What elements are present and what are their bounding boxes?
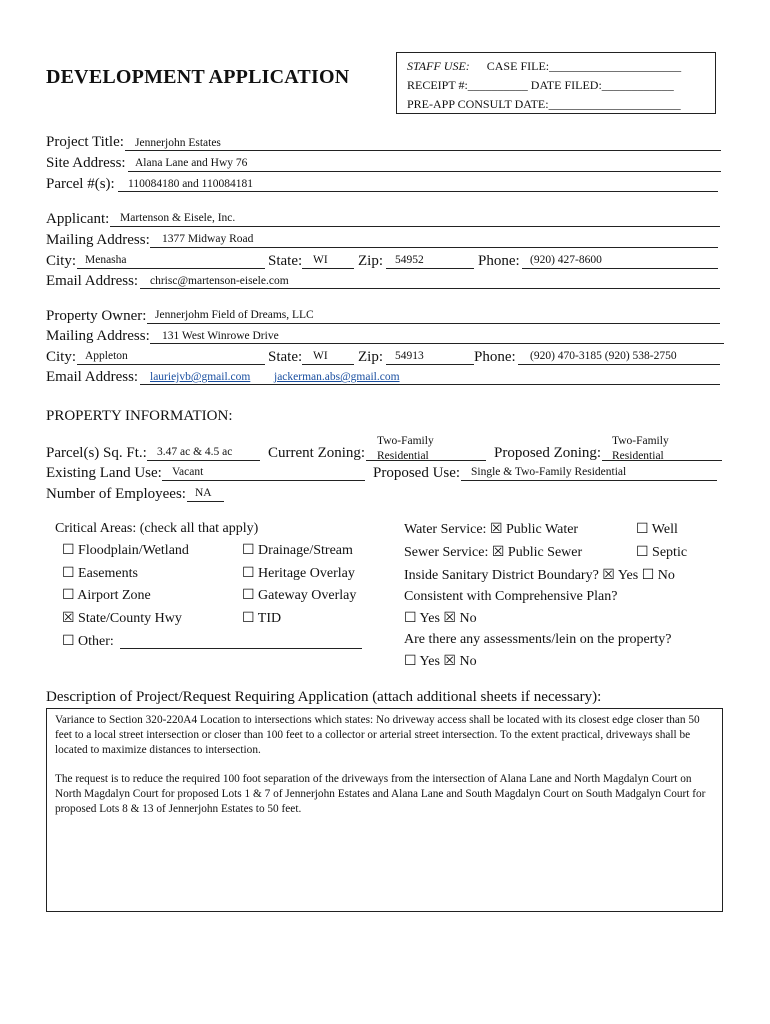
other-input[interactable] — [120, 648, 362, 649]
applicant-input[interactable]: Martenson & Eisele, Inc. — [120, 212, 236, 224]
description-box[interactable] — [46, 708, 723, 912]
comp-plan-question: Consistent with Comprehensive Plan? — [404, 589, 618, 604]
preapp-field[interactable]: PRE-APP CONSULT DATE:______________________ — [407, 97, 681, 111]
owner-phone-label: Phone: — [474, 349, 516, 365]
comp-plan-answer[interactable]: ☐ Yes ☒ No — [404, 611, 477, 626]
owner-city-label: City: — [46, 349, 77, 365]
description-heading: Description of Project/Request Requiring Application (attach additional sheets if necessary): — [46, 689, 602, 705]
airport-checkbox[interactable]: ☐ Airport Zone — [62, 588, 151, 603]
owner-zip-input[interactable]: 54913 — [395, 350, 424, 362]
property-info-heading: PROPERTY INFORMATION: — [46, 408, 233, 424]
proposed-use-input[interactable]: Single & Two-Family Residential — [471, 466, 627, 478]
parcel-label: Parcel #(s): — [46, 176, 115, 192]
owner-zip-label: Zip: — [358, 349, 383, 365]
site-address-label: Site Address: — [46, 155, 126, 171]
site-address-input[interactable]: Alana Lane and Hwy 76 — [135, 157, 248, 169]
project-title-label: Project Title: — [46, 134, 124, 150]
current-zoning-value-bottom[interactable]: Residential — [377, 450, 429, 462]
assessments-question: Are there any assessments/lein on the property? — [404, 632, 672, 647]
applicant-city-input[interactable]: Menasha — [85, 254, 127, 266]
applicant-zip-label: Zip: — [358, 253, 383, 269]
parcel-input[interactable]: 110084180 and 110084181 — [128, 178, 254, 190]
applicant-phone-input[interactable]: (920) 427-8600 — [530, 254, 602, 266]
drainage-checkbox[interactable]: ☐ Drainage/Stream — [242, 543, 353, 558]
project-title-input[interactable]: Jennerjohn Estates — [135, 137, 221, 149]
sqft-label: Parcel(s) Sq. Ft.: — [46, 445, 147, 461]
land-use-label: Existing Land Use: — [46, 465, 162, 481]
owner-city-input[interactable]: Appleton — [85, 350, 128, 362]
gateway-checkbox[interactable]: ☐ Gateway Overlay — [242, 588, 357, 603]
owner-state-label: State: — [268, 349, 303, 365]
employees-label: Number of Employees: — [46, 486, 186, 502]
owner-phone-input[interactable]: (920) 470-3185 (920) 538-2750 — [530, 350, 677, 362]
heritage-checkbox[interactable]: ☐ Heritage Overlay — [242, 566, 355, 581]
current-zoning-value-top[interactable]: Two-Family — [377, 435, 434, 447]
owner-label: Property Owner: — [46, 308, 147, 324]
applicant-phone-label: Phone: — [478, 253, 520, 269]
critical-areas-heading: Critical Areas: (check all that apply) — [55, 521, 259, 536]
applicant-email-input[interactable]: chrisc@martenson-eisele.com — [150, 275, 289, 287]
owner-email-label: Email Address: — [46, 369, 139, 385]
current-zoning-label: Current Zoning: — [268, 445, 366, 461]
water-service[interactable]: Water Service: ☒ Public Water — [404, 522, 579, 537]
proposed-zoning-label: Proposed Zoning: — [494, 445, 602, 461]
page-title: DEVELOPMENT APPLICATION — [46, 66, 350, 88]
staff-use-box — [396, 52, 716, 114]
description-paragraph-2: The request is to reduce the required 100 foot separation of the driveways from the intersection of Alana Lane and North Magdalyn Court on North Magdalyn Court for proposed Lots 1 & 7 of Jennerjohn Estates and Alana Lane and South Magdalyn Court on South Madgalyn Court for proposed Lots 8 & 13 of Jennerjohn Estates to 50 feet. — [55, 773, 706, 815]
receipt-field[interactable]: RECEIPT #:__________ DATE FILED:____________ — [407, 78, 674, 92]
proposed-zoning-value-top[interactable]: Two-Family — [612, 435, 669, 447]
applicant-mail-label: Mailing Address: — [46, 232, 150, 248]
applicant-state-label: State: — [268, 253, 303, 269]
easements-checkbox[interactable]: ☐ Easements — [62, 566, 138, 581]
well-checkbox[interactable]: ☐ Well — [636, 522, 678, 537]
owner-email-link-1[interactable]: lauriejvb@gmail.com — [150, 371, 251, 383]
proposed-use-label: Proposed Use: — [373, 465, 461, 481]
applicant-email-label: Email Address: — [46, 273, 139, 289]
applicant-mail-input[interactable]: 1377 Midway Road — [162, 233, 254, 245]
state-hwy-checkbox[interactable]: ☒ State/County Hwy — [62, 611, 182, 626]
septic-checkbox[interactable]: ☐ Septic — [636, 545, 688, 560]
sanitary-district-question[interactable]: Inside Sanitary District Boundary? ☒ Yes ☐ No — [404, 568, 675, 583]
case-file-field[interactable]: CASE FILE:______________________ — [486, 59, 682, 73]
applicant-state-input[interactable]: WI — [313, 254, 328, 266]
applicant-zip-input[interactable]: 54952 — [395, 254, 424, 266]
description-paragraph-1: Variance to Section 320-220A4 Location to intersections which states: No driveway access shall be located with its closest edge closer than 50 feet to a local street intersection or closer than 100 feet to a collector or arterial street intersection. To the extent practical, driveways shall be located to maximize distances to intersection. — [55, 714, 700, 756]
other-checkbox[interactable]: ☐ Other: — [62, 634, 114, 649]
proposed-zoning-value-bottom[interactable]: Residential — [612, 450, 664, 462]
employees-input[interactable]: NA — [195, 487, 212, 499]
tid-checkbox[interactable]: ☐ TID — [242, 611, 282, 626]
owner-state-input[interactable]: WI — [313, 350, 328, 362]
owner-email-link-2[interactable]: jackerman.abs@gmail.com — [274, 371, 400, 383]
owner-mail-label: Mailing Address: — [46, 328, 150, 344]
floodplain-checkbox[interactable]: ☐ Floodplain/Wetland — [62, 543, 189, 558]
land-use-input[interactable]: Vacant — [172, 466, 204, 478]
applicant-label: Applicant: — [46, 211, 110, 227]
applicant-city-label: City: — [46, 253, 77, 269]
sewer-service[interactable]: Sewer Service: ☒ Public Sewer — [404, 545, 583, 560]
owner-input[interactable]: Jennerjohm Field of Dreams, LLC — [155, 309, 314, 321]
assessments-answer[interactable]: ☐ Yes ☒ No — [404, 654, 477, 669]
staff-use-label: STAFF USE: — [407, 59, 470, 73]
sqft-input[interactable]: 3.47 ac & 4.5 ac — [157, 446, 233, 458]
owner-mail-input[interactable]: 131 West Winrowe Drive — [162, 330, 279, 342]
